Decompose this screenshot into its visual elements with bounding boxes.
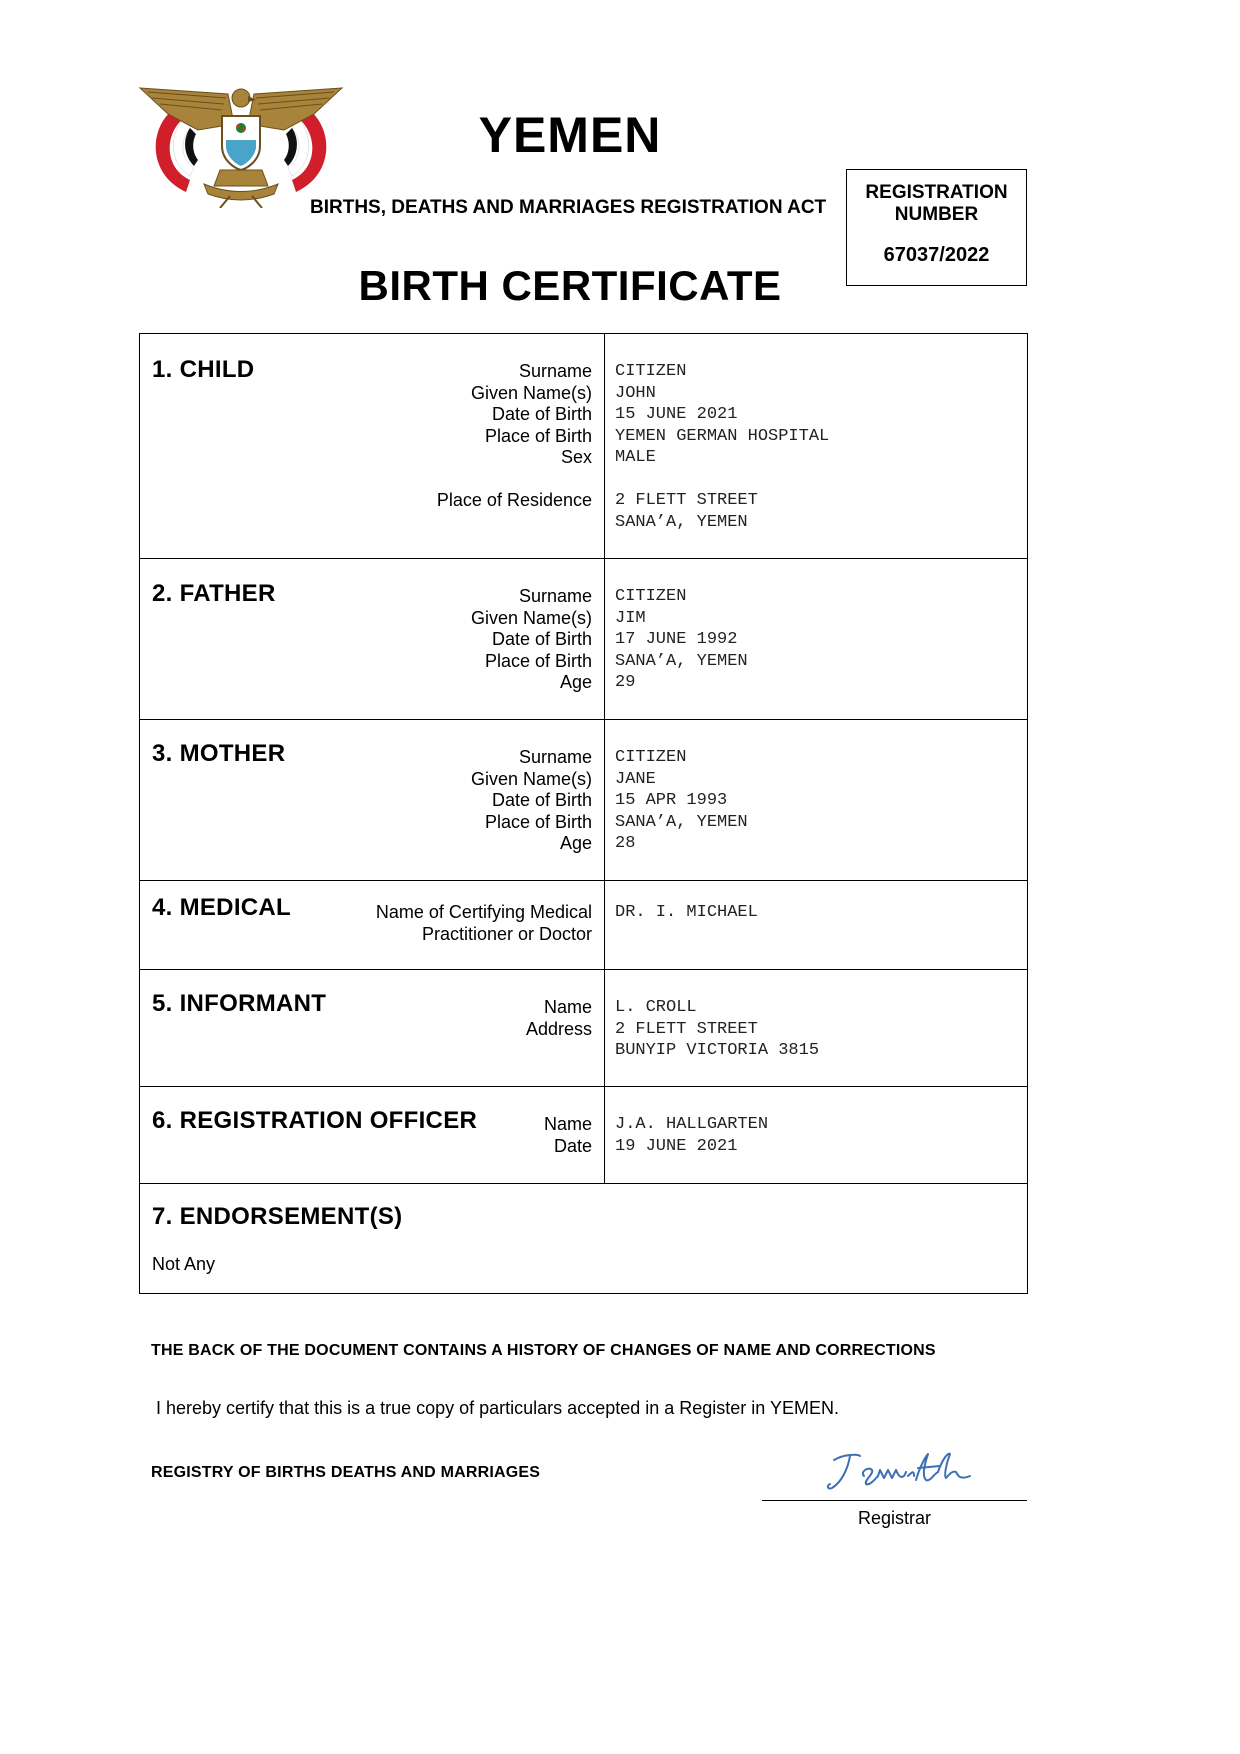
- section-title-mother: 3. MOTHER: [152, 740, 286, 767]
- informant-values: L. CROLL 2 FLETT STREET BUNYIP VICTORIA 3815: [615, 998, 820, 1060]
- medical-values: DR. I. MICHAEL: [615, 903, 758, 922]
- divider: [140, 719, 1027, 720]
- registry-name: REGISTRY OF BIRTHS DEATHS AND MARRIAGES: [151, 1464, 541, 1481]
- registrar-label: Registrar: [857, 1508, 932, 1528]
- certificate-table: [139, 333, 1028, 1294]
- divider: [140, 1183, 1027, 1184]
- section-title-informant: 5. INFORMANT: [152, 990, 327, 1017]
- act-title: BIRTHS, DEATHS AND MARRIAGES REGISTRATION ACT: [310, 197, 827, 218]
- child-values: CITIZEN JOHN 15 JUNE 2021 YEMEN GERMAN HOSPITAL MALE 2 FLETT STREET SANA’A, YEMEN: [615, 362, 830, 532]
- section-title-child: 1. CHILD: [152, 356, 255, 383]
- father-labels: Surname Given Name(s) Date of Birth Place of Birth Age: [470, 586, 592, 692]
- officer-values: J.A. HALLGARTEN 19 JUNE 2021: [615, 1115, 769, 1156]
- medical-labels: Name of Certifying Medical Practitioner or Doctor: [375, 902, 592, 944]
- document-title: BIRTH CERTIFICATE: [358, 262, 782, 309]
- informant-labels: Name Address: [525, 997, 592, 1039]
- back-of-document-note: THE BACK OF THE DOCUMENT CONTAINS A HISTORY OF CHANGES OF NAME AND CORRECTIONS: [151, 1342, 936, 1359]
- divider: [140, 880, 1027, 881]
- registration-number-box: [846, 169, 1027, 286]
- section-title-endorsement: 7. ENDORSEMENT(S): [152, 1203, 403, 1230]
- registrar-signature: [820, 1446, 980, 1496]
- child-labels: Surname Given Name(s) Date of Birth Place of Birth Sex Place of Residence: [436, 361, 592, 510]
- section-title-father: 2. FATHER: [152, 580, 276, 607]
- divider: [140, 558, 1027, 559]
- column-divider: [604, 334, 605, 1183]
- mother-labels: Surname Given Name(s) Date of Birth Place of Birth Age: [470, 747, 592, 853]
- eagle-coat-of-arms-icon: [138, 84, 344, 208]
- father-values: CITIZEN JIM 17 JUNE 1992 SANA’A, YEMEN 29: [615, 587, 748, 692]
- country-heading: YEMEN: [478, 107, 662, 163]
- registration-number: 67037/2022: [883, 244, 990, 266]
- divider: [140, 1086, 1027, 1087]
- registration-label: REGISTRATION NUMBER: [865, 182, 1008, 225]
- endorsement-text: Not Any: [152, 1254, 216, 1274]
- section-title-medical: 4. MEDICAL: [152, 894, 292, 921]
- signature-line: [762, 1500, 1027, 1501]
- certification-statement: I hereby certify that this is a true copy of particulars accepted in a Register in YEMEN.: [156, 1398, 839, 1418]
- mother-values: CITIZEN JANE 15 APR 1993 SANA’A, YEMEN 28: [615, 748, 748, 853]
- officer-labels: Name Date: [543, 1114, 592, 1156]
- divider: [140, 969, 1027, 970]
- section-title-officer: 6. REGISTRATION OFFICER: [152, 1107, 478, 1134]
